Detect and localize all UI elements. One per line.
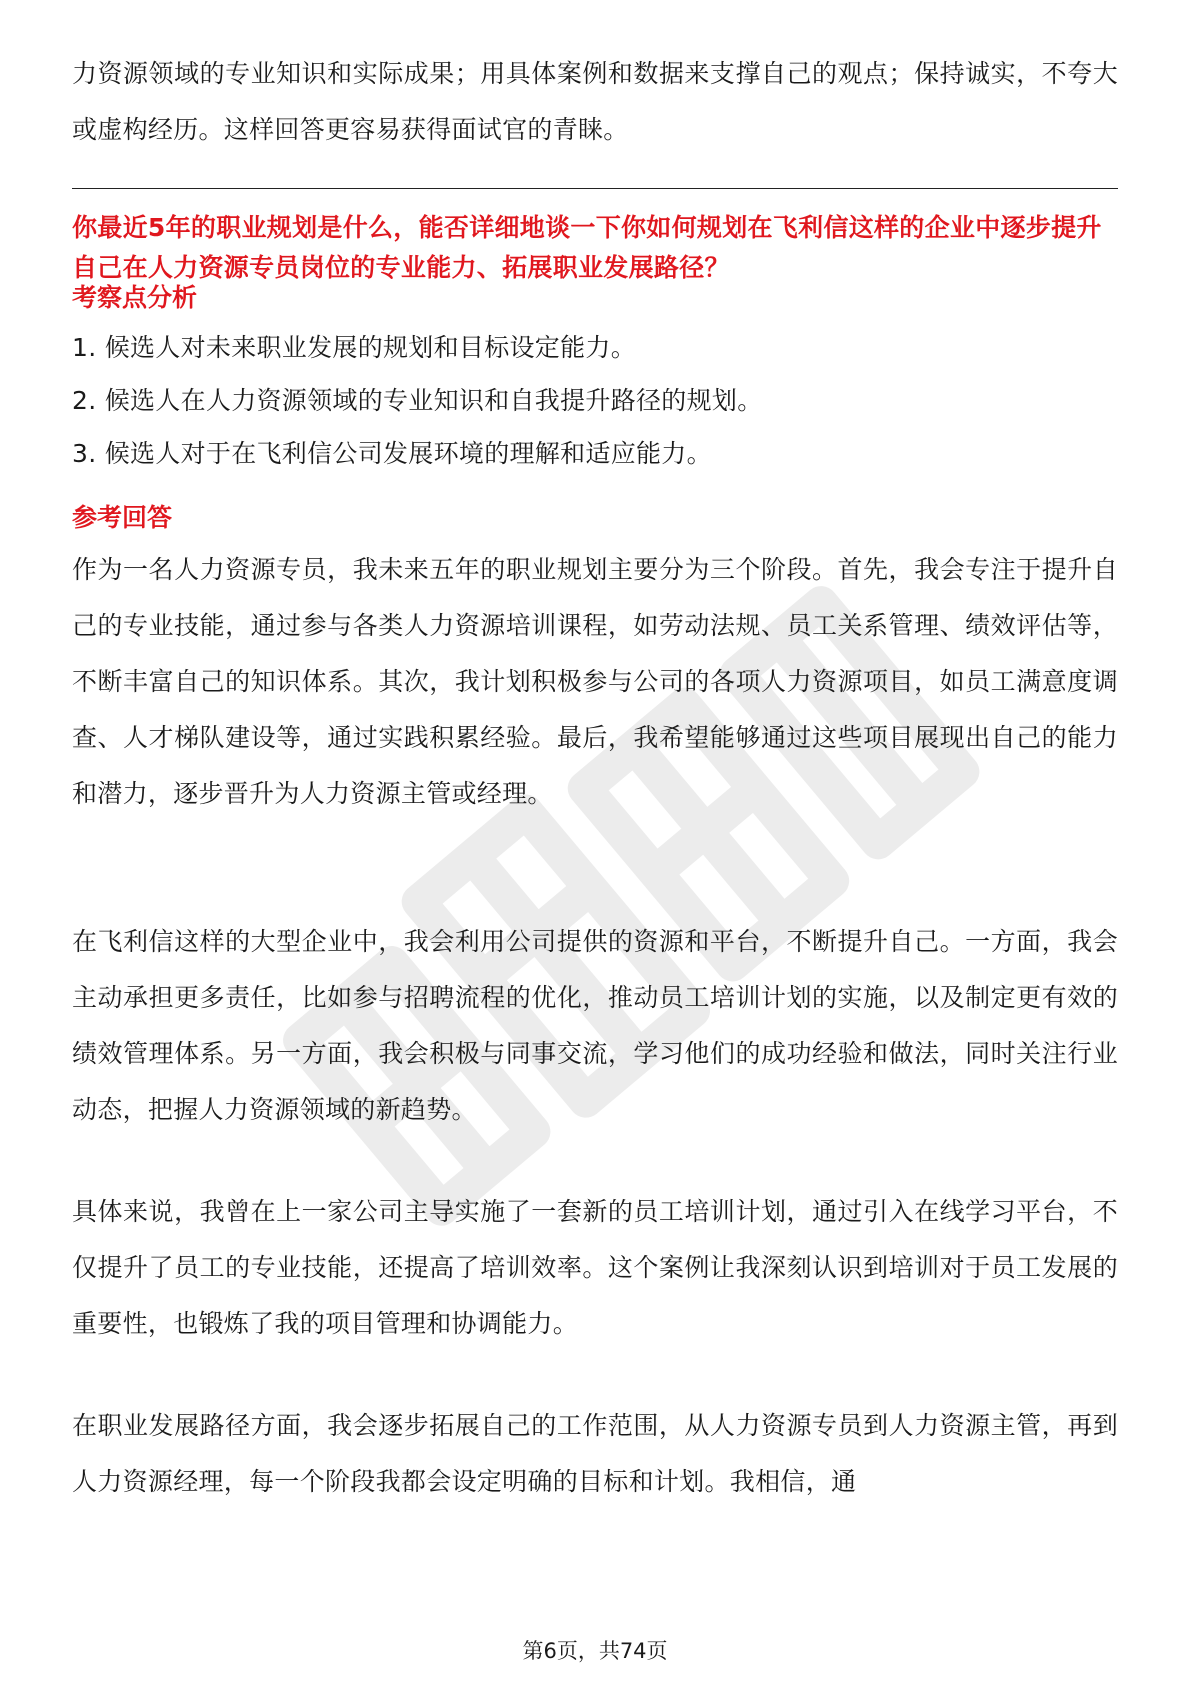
answer-paragraph: 在飞利信这样的大型企业中，我会利用公司提供的资源和平台，不断提升自己。一方面，我会主动承担更多责任，比如参与招聘流程的优化，推动员工培训计划的实施，以及制定更有效的绩效管理体系。另一方面，我会积极与同事交流，学习他们的成功经验和做法，同时关注行业动态，把握人力资源领域的新趋势。 — [72, 927, 1118, 1124]
analysis-item: 2. 候选人在人力资源领域的专业知识和自我提升路径的规划。 — [72, 386, 763, 415]
interview-question: 你最近5年的职业规划是什么，能否详细地谈一下你如何规划在飞利信这样的企业中逐步提升自己在人力资源专员岗位的专业能力、拓展职业发展路径？ — [72, 213, 1102, 282]
answer-paragraph: 在职业发展路径方面，我会逐步拓展自己的工作范围，从人力资源专员到人力资源主管，再到人力资源经理，每一个阶段我都会设定明确的目标和计划。我相信，通 — [72, 1411, 1118, 1496]
answer-paragraph: 作为一名人力资源专员，我未来五年的职业规划主要分为三个阶段。首先，我会专注于提升自己的专业技能，通过参与各类人力资源培训课程，如劳动法规、员工关系管理、绩效评估等，不断丰富自己的知识体系。其次，我计划积极参与公司的各项人力资源项目，如员工满意度调查、人才梯队建设等，通过实践积累经验。最后，我希望能够通过这些项目展现出自己的能力和潜力，逐步晋升为人力资源主管或经理。 — [72, 555, 1118, 808]
section-divider — [72, 188, 1118, 189]
intro-paragraph: 力资源领域的专业知识和实际成果；用具体案例和数据来支撑自己的观点；保持诚实，不夸大或虚构经历。这样回答更容易获得面试官的青睐。 — [72, 59, 1118, 144]
answer-heading: 参考回答 — [72, 503, 173, 532]
analysis-heading: 考察点分析 — [72, 283, 198, 312]
analysis-item: 1. 候选人对未来职业发展的规划和目标设定能力。 — [72, 333, 637, 362]
answer-paragraph: 具体来说，我曾在上一家公司主导实施了一套新的员工培训计划，通过引入在线学习平台，不仅提升了员工的专业技能，还提高了培训效率。这个案例让我深刻认识到培训对于员工发展的重要性，也锻炼了我的项目管理和协调能力。 — [72, 1197, 1118, 1338]
page-number: 第6页，共74页 — [522, 1639, 668, 1663]
analysis-item: 3. 候选人对于在飞利信公司发展环境的理解和适应能力。 — [72, 439, 712, 468]
